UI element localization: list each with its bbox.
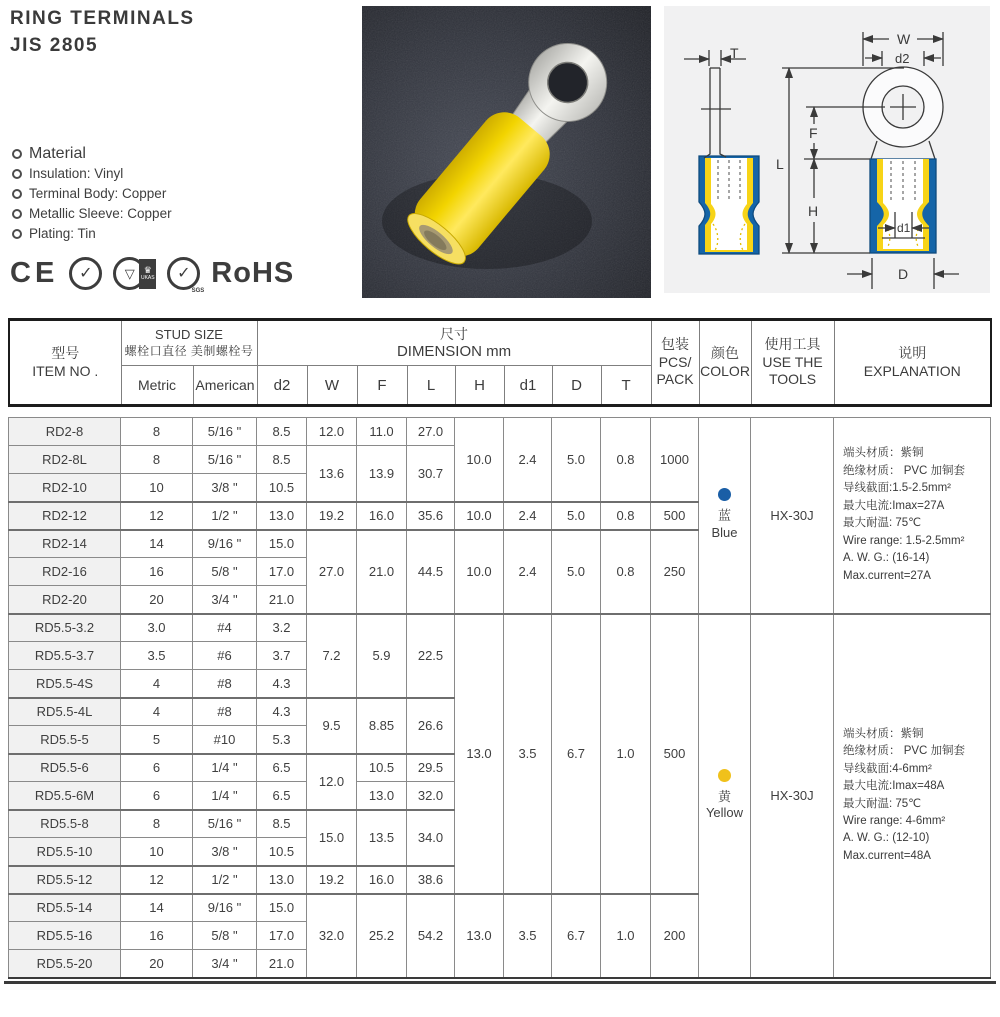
item-no-cell: RD2-14 xyxy=(9,530,121,558)
value-cell: 6.5 xyxy=(257,754,307,782)
value-cell: 1000 xyxy=(651,418,699,502)
value-cell: 10 xyxy=(121,838,193,866)
col-header-american: American xyxy=(193,366,257,406)
value-cell: 3/4 " xyxy=(193,950,257,978)
item-no-cell: RD5.5-3.7 xyxy=(9,642,121,670)
value-cell: 10.0 xyxy=(455,502,504,530)
table-row xyxy=(9,418,991,446)
value-cell: 12 xyxy=(121,502,193,530)
value-cell: 1/4 " xyxy=(193,782,257,810)
value-cell: 27.0 xyxy=(407,418,455,446)
value-cell: 29.5 xyxy=(407,754,455,782)
value-cell: #4 xyxy=(193,614,257,642)
value-cell: 17.0 xyxy=(257,922,307,950)
value-cell: 3/8 " xyxy=(193,838,257,866)
value-cell: 13.0 xyxy=(257,502,307,530)
value-cell: 2.4 xyxy=(504,502,552,530)
value-cell: 19.2 xyxy=(307,866,357,894)
rohs-label: RoHS xyxy=(211,257,295,290)
value-cell: 3.2 xyxy=(257,614,307,642)
sgs-cert-badge-icon: ✓ xyxy=(167,257,200,290)
value-cell: 11.0 xyxy=(357,418,407,446)
explanation-line: 导线截面:4-6mm² xyxy=(843,762,932,775)
value-cell: 16.0 xyxy=(357,502,407,530)
value-cell: 2.4 xyxy=(504,530,552,614)
certification-logos xyxy=(10,257,362,295)
value-cell: 6 xyxy=(121,754,193,782)
value-cell: 6.5 xyxy=(257,782,307,810)
value-cell: #6 xyxy=(193,642,257,670)
item-no-cell: RD2-10 xyxy=(9,474,121,502)
value-cell: 6.7 xyxy=(552,614,601,894)
sgs-label: SGS xyxy=(191,288,205,295)
value-cell: 8 xyxy=(121,418,193,446)
value-cell: 21.0 xyxy=(357,530,407,614)
value-cell: 10.0 xyxy=(455,530,504,614)
value-cell: 20 xyxy=(121,950,193,978)
value-cell: 3.5 xyxy=(504,894,552,978)
page-title-line1: RING TERMINALS xyxy=(10,8,195,29)
value-cell: 32.0 xyxy=(407,782,455,810)
value-cell: 6.7 xyxy=(552,894,601,978)
value-cell: HX-30J xyxy=(751,418,834,614)
value-cell: 5.3 xyxy=(257,726,307,754)
dim-label-d1: d1 xyxy=(897,221,911,235)
col-header-pack: 包装 PCS/ PACK xyxy=(651,320,699,406)
col-header-dimension: 尺寸 DIMENSION mm xyxy=(257,320,651,366)
explanation-line: 最大电流:Imax=27A xyxy=(843,499,945,512)
value-cell: 25.2 xyxy=(357,894,407,978)
dim-label-L: L xyxy=(776,156,784,172)
value-cell: 34.0 xyxy=(407,810,455,866)
value-cell: 21.0 xyxy=(257,586,307,614)
top-section xyxy=(0,0,1000,302)
dim-label-T: T xyxy=(730,45,739,61)
iso-cert-triangle-badge-icon: ▽ xyxy=(113,257,146,290)
value-cell: 0.8 xyxy=(601,502,651,530)
explanation-cell xyxy=(834,614,991,978)
bottom-rule xyxy=(4,981,996,984)
value-cell: 20 xyxy=(121,586,193,614)
value-cell: 10.5 xyxy=(357,754,407,782)
value-cell: 10.0 xyxy=(455,418,504,502)
color-name-cn: 黄 xyxy=(717,788,731,804)
explanation-line: 绝缘材质： PVC 加铜套 xyxy=(843,745,966,758)
value-cell: 1/2 " xyxy=(193,502,257,530)
value-cell: 250 xyxy=(651,530,699,614)
value-cell: 19.2 xyxy=(307,502,357,530)
value-cell: 5 xyxy=(121,726,193,754)
value-cell: 15.0 xyxy=(307,810,357,866)
dim-label-d2: d2 xyxy=(895,51,910,66)
intro-column xyxy=(10,6,362,302)
value-cell: 3.5 xyxy=(121,642,193,670)
col-header-metric: Metric xyxy=(121,366,193,406)
col-header-T: T xyxy=(601,366,651,406)
value-cell: 0.8 xyxy=(601,530,651,614)
dim-label-W: W xyxy=(897,31,911,47)
dim-label-D: D xyxy=(898,266,909,282)
item-no-cell: RD5.5-3.2 xyxy=(9,614,121,642)
value-cell: 1/4 " xyxy=(193,754,257,782)
materials-list xyxy=(10,145,362,242)
value-cell: 3.5 xyxy=(504,614,552,894)
col-header-explanation: 说明 EXPLANATION xyxy=(834,320,991,406)
col-header-L: L xyxy=(407,366,455,406)
item-no-cell: RD5.5-8 xyxy=(9,810,121,838)
value-cell: 500 xyxy=(651,502,699,530)
spec-table-body xyxy=(8,417,991,979)
item-no-cell: RD5.5-4S xyxy=(9,670,121,698)
color-name-en: Yellow xyxy=(705,805,744,821)
item-no-cell: RD5.5-16 xyxy=(9,922,121,950)
value-cell: 38.6 xyxy=(407,866,455,894)
value-cell: 16 xyxy=(121,922,193,950)
material-item: Plating: Tin xyxy=(10,225,362,242)
value-cell: 13.6 xyxy=(307,446,357,502)
value-cell: 15.0 xyxy=(257,894,307,922)
value-cell: 12.0 xyxy=(307,754,357,810)
item-no-cell: RD5.5-12 xyxy=(9,866,121,894)
value-cell: 4.3 xyxy=(257,698,307,726)
explanation-line: Wire range: 1.5-2.5mm² xyxy=(843,534,965,547)
spec-table-header xyxy=(8,318,992,407)
value-cell: 5.0 xyxy=(552,418,601,502)
value-cell: 8.5 xyxy=(257,810,307,838)
value-cell: 13.0 xyxy=(257,866,307,894)
page-title xyxy=(10,6,362,59)
explanation-line: 端头材质：紫铜 xyxy=(843,447,924,460)
dimension-drawing xyxy=(664,6,990,293)
value-cell: 3.7 xyxy=(257,642,307,670)
item-no-cell: RD5.5-14 xyxy=(9,894,121,922)
ukas-accreditation-icon: ♛ UKAS xyxy=(139,259,156,289)
value-cell: 2.4 xyxy=(504,418,552,502)
product-photo xyxy=(362,6,651,298)
value-cell: 13.9 xyxy=(357,446,407,502)
color-name-cn: 蓝 xyxy=(717,508,731,524)
col-header-F: F xyxy=(357,366,407,406)
item-no-cell: RD5.5-5 xyxy=(9,726,121,754)
material-item: Material xyxy=(10,145,362,162)
iso-ukas-badge-group xyxy=(113,257,156,290)
value-cell: 10.5 xyxy=(257,474,307,502)
item-no-cell: RD5.5-4L xyxy=(9,698,121,726)
explanation-line: A. W. G.: (12-10) xyxy=(843,832,930,845)
dimension-diagram xyxy=(664,6,990,293)
item-no-cell: RD2-8L xyxy=(9,446,121,474)
explanation-line: 最大电流:Imax=48A xyxy=(843,780,945,793)
value-cell: 6 xyxy=(121,782,193,810)
value-cell: 13.0 xyxy=(357,782,407,810)
explanation-line: 绝缘材质： PVC 加铜套 xyxy=(843,464,966,477)
explanation-line: A. W. G.: (16-14) xyxy=(843,552,930,565)
value-cell: HX-30J xyxy=(751,614,834,978)
value-cell: 9/16 " xyxy=(193,894,257,922)
value-cell: 44.5 xyxy=(407,530,455,614)
col-header-d1: d1 xyxy=(504,366,552,406)
item-no-cell: RD5.5-6M xyxy=(9,782,121,810)
explanation-line: Max.current=48A xyxy=(843,849,931,862)
col-header-W: W xyxy=(307,366,357,406)
value-cell: 1/2 " xyxy=(193,866,257,894)
value-cell: 8.5 xyxy=(257,446,307,474)
value-cell: 5/16 " xyxy=(193,810,257,838)
sgs-badge-group xyxy=(167,257,205,295)
table-row xyxy=(9,614,991,642)
value-cell: #8 xyxy=(193,670,257,698)
value-cell: 3/8 " xyxy=(193,474,257,502)
value-cell: 5.0 xyxy=(552,530,601,614)
item-no-cell: RD2-16 xyxy=(9,558,121,586)
explanation-line: Max.current=27A xyxy=(843,569,931,582)
value-cell: 13.5 xyxy=(357,810,407,866)
value-cell: 500 xyxy=(651,614,699,894)
value-cell: 4 xyxy=(121,698,193,726)
value-cell: 13.0 xyxy=(455,614,504,894)
blue-color-dot-icon xyxy=(718,488,731,501)
page-title-line2: JIS 2805 xyxy=(10,34,99,56)
value-cell: 7.2 xyxy=(307,614,357,698)
dim-label-H: H xyxy=(808,203,819,219)
value-cell: 10.5 xyxy=(257,838,307,866)
col-header-H: H xyxy=(455,366,504,406)
value-cell: 27.0 xyxy=(307,530,357,614)
ce-mark-icon: CE xyxy=(10,257,59,290)
color-name-en: Blue xyxy=(711,525,738,541)
yellow-color-cell xyxy=(699,614,751,978)
value-cell: 5/16 " xyxy=(193,446,257,474)
value-cell: 17.0 xyxy=(257,558,307,586)
value-cell: 9.5 xyxy=(307,698,357,754)
value-cell: 5.0 xyxy=(552,502,601,530)
value-cell: 15.0 xyxy=(257,530,307,558)
value-cell: 5.9 xyxy=(357,614,407,698)
item-no-cell: RD2-20 xyxy=(9,586,121,614)
explanation-line: 导线截面:1.5-2.5mm² xyxy=(843,482,951,495)
item-no-cell: RD5.5-6 xyxy=(9,754,121,782)
col-header-tools: 使用工具 USE THE TOOLS xyxy=(751,320,834,406)
col-header-stud-size: STUD SIZE 螺栓口直径 美制螺栓号 xyxy=(121,320,257,366)
item-no-cell: RD5.5-20 xyxy=(9,950,121,978)
value-cell: 32.0 xyxy=(307,894,357,978)
value-cell: 30.7 xyxy=(407,446,455,502)
value-cell: #10 xyxy=(193,726,257,754)
value-cell: 12 xyxy=(121,866,193,894)
value-cell: 3/4 " xyxy=(193,586,257,614)
value-cell: 8.85 xyxy=(357,698,407,754)
value-cell: 8 xyxy=(121,446,193,474)
col-header-item-no: 型号 ITEM NO . xyxy=(9,320,121,406)
value-cell: 22.5 xyxy=(407,614,455,698)
value-cell: 26.6 xyxy=(407,698,455,754)
value-cell: 5/16 " xyxy=(193,418,257,446)
explanation-line: Wire range: 4-6mm² xyxy=(843,814,946,827)
explanation-line: 最大耐温: 75℃ xyxy=(843,517,922,530)
value-cell: 21.0 xyxy=(257,950,307,978)
yellow-color-dot-icon xyxy=(718,769,731,782)
value-cell: 5/8 " xyxy=(193,558,257,586)
value-cell: 200 xyxy=(651,894,699,978)
value-cell: 4 xyxy=(121,670,193,698)
value-cell: 14 xyxy=(121,894,193,922)
value-cell: 16.0 xyxy=(357,866,407,894)
iso-cert-check-badge-icon: ✓ xyxy=(69,257,102,290)
value-cell: 8.5 xyxy=(257,418,307,446)
explanation-line: 端头材质：紫铜 xyxy=(843,727,924,740)
explanation-cell xyxy=(834,418,991,614)
value-cell: 9/16 " xyxy=(193,530,257,558)
col-header-D: D xyxy=(552,366,601,406)
material-item: Insulation: Vinyl xyxy=(10,165,362,182)
col-header-d2: d2 xyxy=(257,366,307,406)
value-cell: 1.0 xyxy=(601,894,651,978)
material-item: Terminal Body: Copper xyxy=(10,185,362,202)
value-cell: 54.2 xyxy=(407,894,455,978)
blue-color-cell xyxy=(699,418,751,614)
item-no-cell: RD2-12 xyxy=(9,502,121,530)
item-no-cell: RD2-8 xyxy=(9,418,121,446)
value-cell: 3.0 xyxy=(121,614,193,642)
value-cell: 13.0 xyxy=(455,894,504,978)
explanation-line: 最大耐温: 75℃ xyxy=(843,797,922,810)
value-cell: 0.8 xyxy=(601,418,651,502)
value-cell: #8 xyxy=(193,698,257,726)
ring-terminal-photo xyxy=(362,6,651,298)
value-cell: 16 xyxy=(121,558,193,586)
value-cell: 1.0 xyxy=(601,614,651,894)
value-cell: 35.6 xyxy=(407,502,455,530)
item-no-cell: RD5.5-10 xyxy=(9,838,121,866)
value-cell: 10 xyxy=(121,474,193,502)
value-cell: 12.0 xyxy=(307,418,357,446)
value-cell: 14 xyxy=(121,530,193,558)
value-cell: 8 xyxy=(121,810,193,838)
dim-label-F: F xyxy=(809,125,818,141)
material-item: Metallic Sleeve: Copper xyxy=(10,205,362,222)
value-cell: 4.3 xyxy=(257,670,307,698)
col-header-color: 颜色 COLOR xyxy=(699,320,751,406)
value-cell: 5/8 " xyxy=(193,922,257,950)
